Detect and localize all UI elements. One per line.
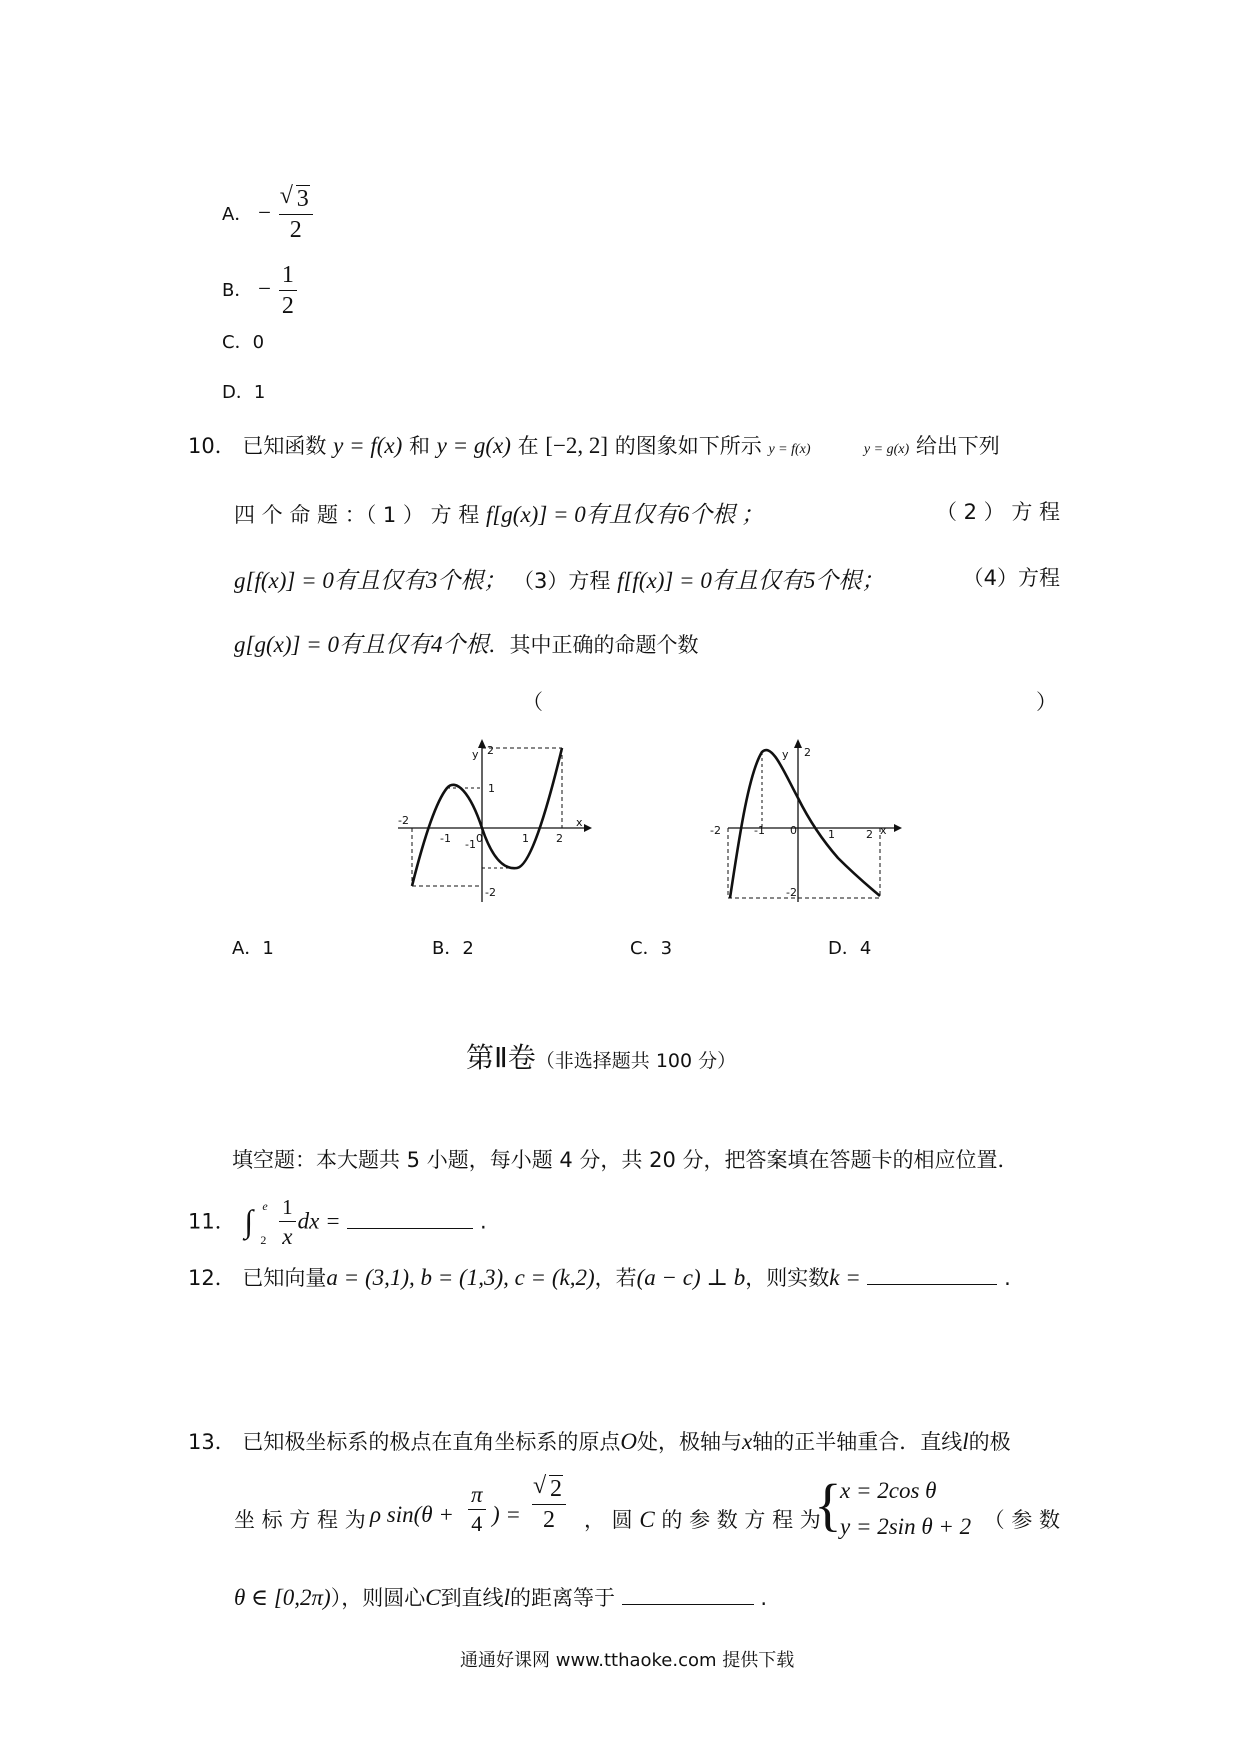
q10-option-b: B．2 [432, 938, 474, 959]
fill-intro: 填空题：本大题共 5 小题，每小题 4 分，共 20 分，把答案填在答题卡的相应位置． [232, 1148, 1019, 1172]
graph-f-x-label: x [576, 816, 583, 829]
graph-g-tick-ym2: -2 [786, 886, 797, 899]
graph-g-tick-x2: 2 [866, 828, 873, 841]
graph-g [704, 734, 914, 910]
q10-option-d: D．4 [828, 938, 872, 959]
graph-g-y-label: y [782, 748, 789, 761]
graph-f [396, 734, 616, 910]
q10-option-a: A．1 [232, 938, 274, 959]
graph-g-x-label: x [880, 824, 887, 837]
graph-f-tick-y2: 2 [487, 744, 494, 757]
option-a-q9: A． − √ $\frac{3}{2}$ [222, 186, 315, 244]
graph-f-tick-ym1: -1 [465, 838, 476, 851]
q10-line1: 10． 已知函数 y = f(x) 和 y = g(x) 在 [−2, 2] 的图象如下所示 y = f(x) y = g(x) 给出下列 [188, 433, 1000, 458]
option-b-q9: B． − $\frac{1}{2}$ [222, 262, 299, 320]
graph-f-tick-x2: 2 [556, 832, 563, 845]
graph-g-tick-x1: 1 [828, 828, 835, 841]
option-d-q9: D．1 [222, 382, 266, 403]
q12-answer-blank[interactable] [867, 1264, 997, 1285]
graph-f-y-label: y [472, 748, 479, 761]
footer-watermark: 通通好课网 www.tthaoke.com 提供下载 [460, 1650, 795, 1671]
graph-g-tick-x0: 0 [790, 824, 797, 837]
option-c-q9: C．0 [222, 332, 265, 353]
graph-g-tick-y2: 2 [804, 746, 811, 759]
graph-f-tick-x0: 0 [476, 832, 483, 845]
q10-line3: g[f(x)] = 0有且仅有3个根； （3）方程 f[f(x)] = 0有且仅有5个根； （4）方程 [234, 566, 1060, 593]
graph-f-tick-ym2: -2 [485, 886, 496, 899]
section-heading [466, 1036, 736, 1076]
graph-f-tick-xm1: -1 [440, 832, 451, 845]
q10-line4: g[g(x)] = 0有且仅有4个根．其中正确的命题个数 [234, 632, 699, 657]
curve-g [730, 750, 880, 898]
q10-option-c: C．3 [630, 938, 673, 959]
graph-f-tick-xm2: -2 [398, 814, 409, 827]
answer-paren-open: （ [522, 690, 543, 714]
section-subtitle: （非选择题共 100 分） [535, 1050, 737, 1072]
curve-f [412, 748, 562, 886]
answer-paren-close: ） [1036, 690, 1057, 714]
q13-line3: θ ∈ [0,2π)），则圆心C到直线l的距离等于 . [234, 1585, 768, 1610]
section-title: 第Ⅱ卷 [466, 1041, 536, 1074]
q13-line2: 坐 标 方 程 为 ρ sin(θ + $\frac{\pi}{4}$ ) = √ $\frac{2}{2}$ ， 圆 C 的 参 数 方 程 为 { x = 2cos θ y = 2sin θ + 2 （ 参 数 [234, 1482, 1060, 1552]
q10-line2: 四 个 命 题 ：（ 1 ） 方 程 f[g(x)] = 0有且仅有6个根 ； （ 2 ） 方 程 [234, 500, 1060, 527]
q11: 11． ∫ e 2 $\frac{1}{x}$ dx = . [188, 1195, 487, 1250]
q13-line1: 13． 已知极坐标系的极点在直角坐标系的原点O处，极轴与x轴的正半轴重合．直线l的极 [188, 1429, 1011, 1454]
q12: 12． 已知向量a = (3,1), b = (1,3), c = (k,2)，若(a − c) ⊥ b，则实数k = . [188, 1265, 1011, 1290]
graph-f-tick-x1: 1 [522, 832, 529, 845]
graph-g-tick-xm2: -2 [710, 824, 721, 837]
graph-f-tick-y1: 1 [488, 782, 495, 795]
graph-g-tick-xm1: -1 [754, 824, 765, 837]
q13-answer-blank[interactable] [622, 1584, 754, 1605]
q11-answer-blank[interactable] [347, 1208, 473, 1229]
